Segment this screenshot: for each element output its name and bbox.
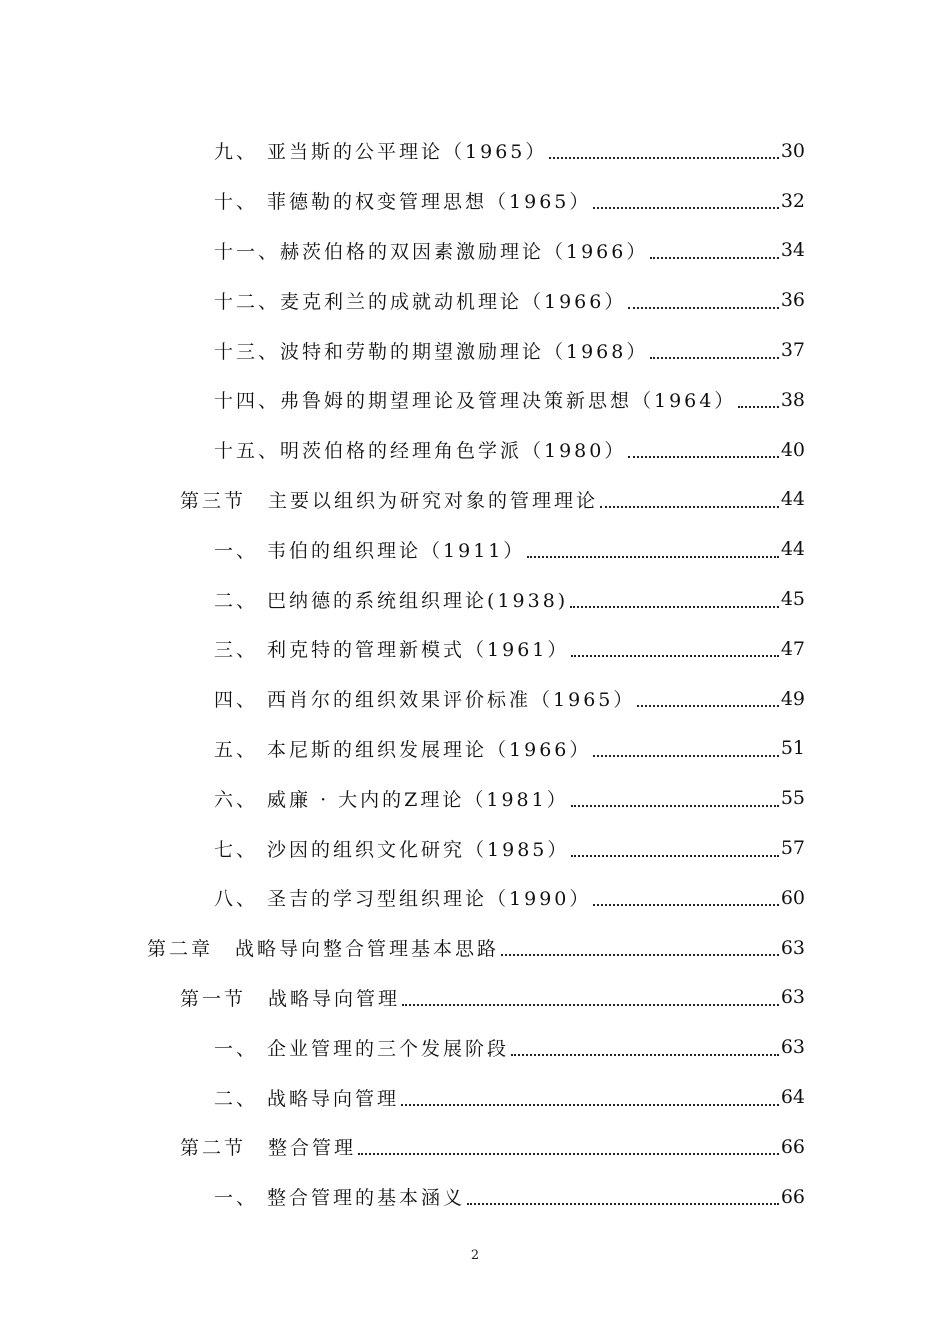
toc-entry-page: 66 — [780, 1135, 805, 1158]
toc-entry[interactable] — [0, 275, 950, 325]
dot-leader — [628, 455, 778, 458]
toc-entry-page: 47 — [780, 637, 805, 660]
toc-entry-page: 55 — [780, 787, 805, 810]
toc-entry[interactable] — [0, 1022, 950, 1072]
toc-entry[interactable] — [0, 873, 950, 923]
toc-entry-page: 37 — [780, 339, 805, 362]
dot-leader — [511, 1053, 779, 1056]
toc-entry[interactable] — [0, 1072, 950, 1122]
toc-entry-title: 一、 韦伯的组织理论（1911） — [214, 539, 526, 562]
toc-entry-page: 63 — [780, 986, 805, 1009]
dot-leader — [467, 1202, 779, 1205]
dot-leader — [571, 804, 779, 807]
toc-entry-title: 第二章 战略导向整合管理基本思路 — [147, 938, 500, 961]
toc-entry[interactable] — [0, 1172, 950, 1222]
toc-entry[interactable] — [0, 375, 950, 425]
toc-entry[interactable] — [0, 674, 950, 724]
toc-entry[interactable] — [0, 226, 950, 276]
dot-leader — [571, 654, 778, 657]
toc-entry-title: 十三、波特和劳勒的期望激励理论（1968） — [214, 340, 649, 363]
toc-entry[interactable] — [0, 773, 950, 823]
toc-entry-title: 六、 威廉 · 大内的Z理论（1981） — [214, 788, 569, 811]
toc-entry-page: 60 — [780, 886, 805, 909]
toc-entry-page: 45 — [780, 588, 805, 611]
dot-leader — [593, 206, 778, 209]
toc-entry[interactable] — [0, 524, 950, 574]
toc-entry-title: 二、 巴纳德的系统组织理论(1938) — [214, 589, 569, 612]
toc-entry-title: 九、 亚当斯的公平理论（1965） — [214, 141, 548, 164]
toc-section-entry[interactable] — [0, 973, 950, 1023]
toc-entry-page: 36 — [780, 289, 805, 312]
toc-entry-title: 二、 战略导向管理 — [214, 1087, 400, 1110]
toc-entry-title: 三、 利克特的管理新模式（1961） — [214, 639, 570, 662]
toc-entry-page: 32 — [780, 189, 805, 212]
toc-entry-title: 一、 企业管理的三个发展阶段 — [214, 1037, 510, 1060]
dot-leader — [570, 605, 779, 608]
toc-entry-title: 七、 沙因的组织文化研究（1985） — [214, 838, 570, 861]
dot-leader — [571, 854, 778, 857]
toc-entry-title: 第一节 战略导向管理 — [180, 987, 401, 1010]
dot-leader — [637, 704, 778, 707]
toc-entry[interactable] — [0, 624, 950, 674]
toc-entry-page: 44 — [780, 488, 805, 511]
page-number: 2 — [470, 1248, 480, 1263]
dot-leader — [593, 903, 778, 906]
toc-entry-title: 十四、弗鲁姆的期望理论及管理决策新思想（1964） — [214, 390, 737, 413]
toc-entry-title: 十五、明茨伯格的经理角色学派（1980） — [214, 440, 627, 463]
toc-entry-page: 38 — [780, 388, 805, 411]
toc-entry[interactable] — [0, 724, 950, 774]
dot-leader — [600, 505, 779, 508]
dot-leader — [401, 1103, 779, 1106]
toc-entry-page: 63 — [780, 936, 805, 959]
toc-entry-title: 十一、赫茨伯格的双因素激励理论（1966） — [214, 240, 649, 263]
toc-entry[interactable] — [0, 126, 950, 176]
toc-entry-title: 一、 整合管理的基本涵义 — [214, 1187, 466, 1210]
toc-entry-page: 64 — [780, 1086, 805, 1109]
dot-leader — [501, 953, 779, 956]
dot-leader — [402, 1003, 779, 1006]
toc-entry[interactable] — [0, 823, 950, 873]
dot-leader — [358, 1152, 779, 1155]
toc-section-entry[interactable] — [0, 475, 950, 525]
dot-leader — [527, 555, 778, 558]
toc-section-entry[interactable] — [0, 1122, 950, 1172]
toc-entry-page: 57 — [780, 837, 805, 860]
dot-leader — [593, 754, 778, 757]
table-of-contents — [0, 126, 950, 1222]
toc-entry-title: 四、 西肖尔的组织效果评价标准（1965） — [214, 689, 636, 712]
toc-entry-title: 八、 圣吉的学习型组织理论（1990） — [214, 888, 592, 911]
toc-entry-title: 十、 菲德勒的权变管理思想（1965） — [214, 191, 592, 214]
dot-leader — [628, 306, 778, 309]
toc-entry-page: 44 — [780, 538, 805, 561]
toc-entry-title: 五、 本尼斯的组织发展理论（1966） — [214, 738, 592, 761]
toc-entry[interactable] — [0, 425, 950, 475]
toc-entry-title: 第三节 主要以组织为研究对象的管理理论 — [180, 489, 599, 512]
toc-entry-title: 十二、麦克利兰的成就动机理论（1966） — [214, 290, 627, 313]
toc-entry-page: 51 — [780, 737, 805, 760]
toc-entry-page: 30 — [780, 139, 805, 162]
toc-entry-page: 40 — [780, 438, 805, 461]
dot-leader — [738, 405, 778, 408]
dot-leader — [650, 356, 778, 359]
toc-chapter-entry[interactable] — [0, 923, 950, 973]
dot-leader — [650, 256, 778, 259]
toc-entry[interactable] — [0, 574, 950, 624]
dot-leader — [549, 156, 778, 159]
toc-entry-page: 66 — [780, 1185, 805, 1208]
toc-entry-page: 34 — [780, 239, 805, 262]
toc-entry[interactable] — [0, 176, 950, 226]
toc-entry[interactable] — [0, 325, 950, 375]
toc-entry-page: 49 — [780, 687, 805, 710]
toc-entry-page: 63 — [780, 1036, 805, 1059]
toc-entry-title: 第二节 整合管理 — [180, 1137, 357, 1160]
